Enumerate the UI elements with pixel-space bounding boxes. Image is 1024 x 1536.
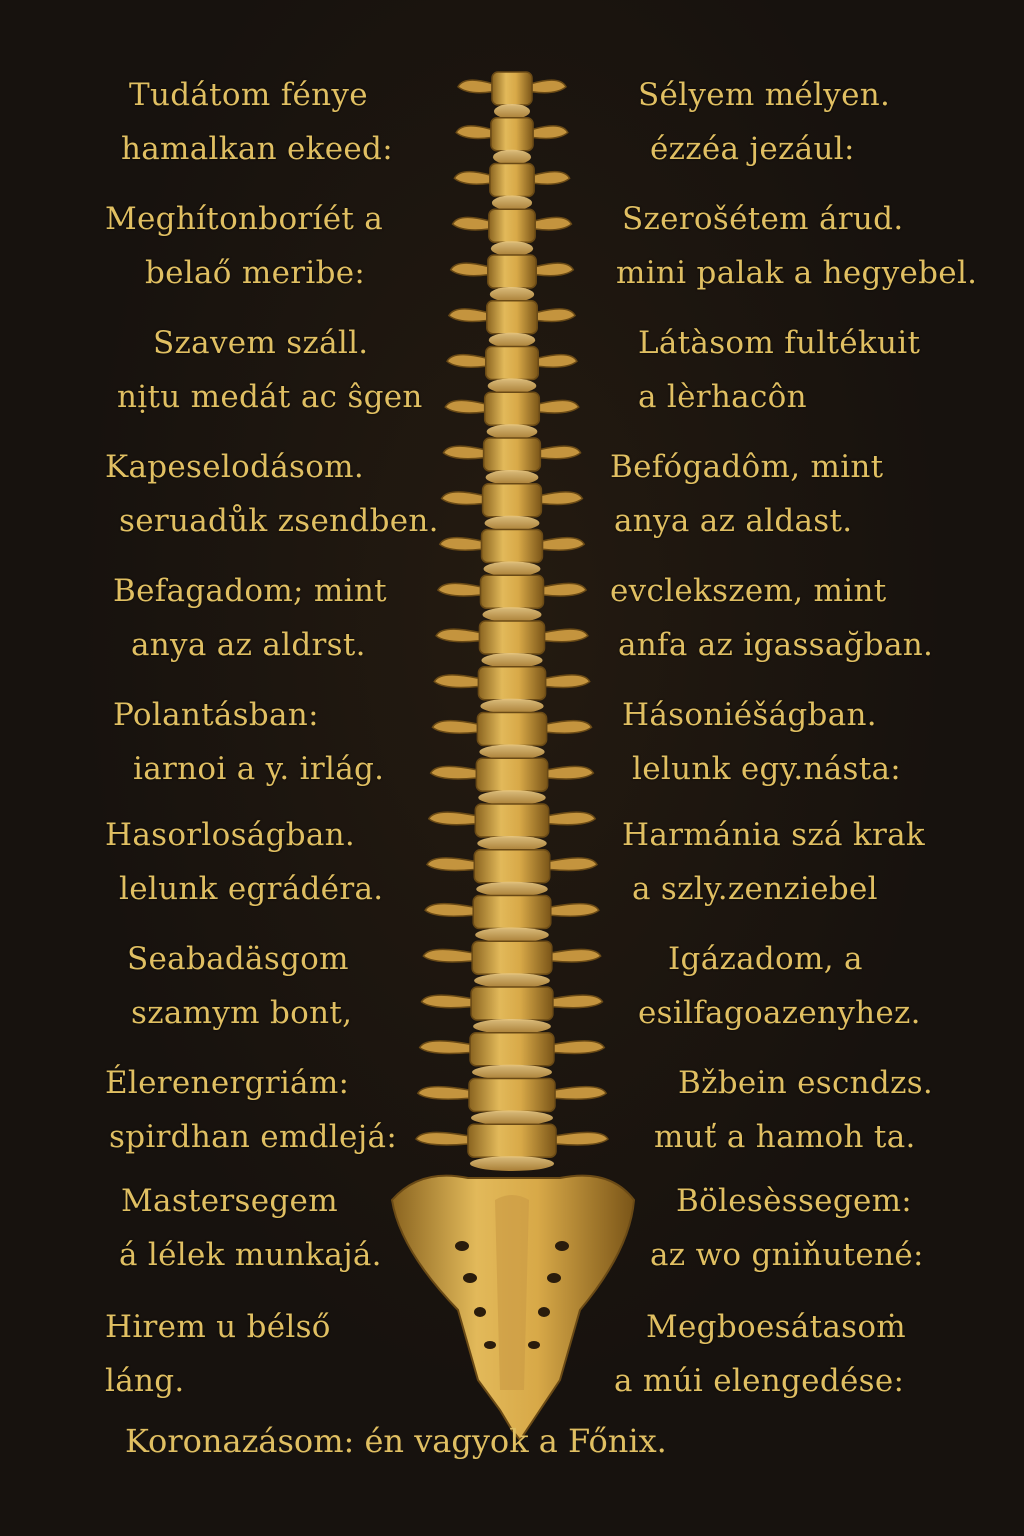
verse-line: láng. <box>105 1363 185 1399</box>
left-verse-9 <box>105 1056 397 1164</box>
left-verse-6 <box>105 688 384 796</box>
vertebra <box>432 713 591 760</box>
verse-line: muť a hamoh ta. <box>654 1119 916 1155</box>
verse-line: lelunk egrádéra. <box>119 871 384 907</box>
verse-line: Befógadôm, mint <box>610 449 884 485</box>
verse-line: a szly.zenziebel <box>632 871 878 907</box>
sacrum <box>392 1176 634 1440</box>
right-verse-11 <box>610 1300 906 1408</box>
vertebra <box>447 347 577 394</box>
closing-line: Koronazásom: én vagyok a Főnix. <box>125 1422 667 1460</box>
vertebra <box>436 621 588 668</box>
verse-line: anfa az igassağban. <box>618 627 934 663</box>
verse-line: iarnoi a y. irlág. <box>133 751 385 787</box>
verse-line: lelunk egy.násta: <box>632 751 902 787</box>
left-verse-1 <box>105 68 393 176</box>
verse-line: á lélek munkajá. <box>119 1237 382 1273</box>
vertebra <box>438 575 586 622</box>
right-verse-6 <box>610 688 901 796</box>
verse-line: Igázadom, a <box>668 941 863 977</box>
left-verse-4 <box>105 440 439 548</box>
left-verse-5 <box>105 564 387 672</box>
verse-line: Szerošétem árud. <box>622 201 904 237</box>
verse-line: Hásoniéšágban. <box>622 697 877 733</box>
verse-line: az wo gniňutené: <box>650 1237 924 1273</box>
verse-line: Kapeselodásom. <box>105 449 365 485</box>
verse-line: Meghítonboríét a <box>105 201 384 237</box>
verse-line: Szavem száll. <box>153 325 369 361</box>
verse-line: Bžbein escndzs. <box>678 1065 934 1101</box>
verse-line: Tudátom fénye <box>129 77 368 113</box>
vertebra <box>427 850 597 897</box>
vertebra <box>458 72 566 119</box>
right-verse-5 <box>610 564 933 672</box>
vertebra <box>451 255 574 302</box>
vertebra <box>440 530 585 577</box>
vertebra <box>454 164 569 211</box>
verse-line: Bölesèssegem: <box>676 1183 913 1219</box>
vertebra <box>443 438 580 485</box>
verse-line: a múi elengedése: <box>614 1363 905 1399</box>
verse-line: anya az aldast. <box>614 503 853 539</box>
verse-line: Sélyem mélyen. <box>638 77 891 113</box>
vertebrae-group <box>416 72 608 1171</box>
vertebra <box>456 118 568 165</box>
verse-line: anya az aldrst. <box>131 627 366 663</box>
verse-line: Befagadom; mint <box>113 573 387 609</box>
vertebra <box>453 209 572 256</box>
left-verse-7 <box>105 808 383 916</box>
vertebra <box>442 484 583 531</box>
verse-line: Polantásban: <box>113 697 319 733</box>
right-verse-10 <box>610 1174 924 1282</box>
right-verse-4 <box>610 440 883 548</box>
vertebra <box>425 896 599 943</box>
left-verse-8 <box>105 932 352 1040</box>
verse-line: hamalkan ekeed: <box>121 131 393 167</box>
vertebra <box>421 987 602 1034</box>
vertebra <box>423 941 600 988</box>
vertebra <box>416 1124 608 1171</box>
vertebra <box>429 804 595 851</box>
verse-line: nịtu medát ac ŝgen <box>117 379 423 415</box>
right-verse-9 <box>610 1056 933 1164</box>
right-verse-7 <box>610 808 925 916</box>
verse-line: Hirem u bélső <box>105 1309 331 1345</box>
verse-line: seruadůk zsendben. <box>119 503 439 539</box>
vertebra <box>449 301 575 348</box>
verse-line: Harmánia szá krak <box>622 817 925 853</box>
vertebra <box>434 667 589 714</box>
verse-line: belaő meribe: <box>145 255 366 291</box>
left-verse-11 <box>105 1300 331 1408</box>
verse-line: mini palak a hegyebel. <box>616 255 978 291</box>
right-verse-1 <box>610 68 890 176</box>
verse-line: Megboesátasoṁ <box>646 1309 906 1345</box>
verse-line: evclekszem, mint <box>610 573 887 609</box>
verse-line: Seabadäsgom <box>127 941 349 977</box>
vertebra <box>418 1079 606 1126</box>
verse-line: Élerenergriám: <box>105 1065 350 1101</box>
left-verse-10 <box>105 1174 382 1282</box>
left-verse-2 <box>105 192 383 300</box>
left-verse-3 <box>105 316 423 424</box>
verse-line: szamym bont, <box>131 995 353 1031</box>
verse-line: esilfagoazenyhez. <box>638 995 921 1031</box>
right-verse-2 <box>610 192 977 300</box>
vertebra <box>431 758 594 805</box>
verse-line: spirdhan emdlejá: <box>109 1119 398 1155</box>
verse-line: Hasorloságban. <box>105 817 356 853</box>
verse-line: ézzéa jezául: <box>650 131 855 167</box>
verse-line: a lèrhacôn <box>638 379 807 415</box>
vertebra <box>420 1033 605 1080</box>
right-verse-8 <box>610 932 921 1040</box>
verse-line: Látàsom fultékuit <box>638 325 921 361</box>
verse-line: Mastersegem <box>121 1183 338 1219</box>
right-verse-3 <box>610 316 920 424</box>
vertebra <box>445 392 579 439</box>
